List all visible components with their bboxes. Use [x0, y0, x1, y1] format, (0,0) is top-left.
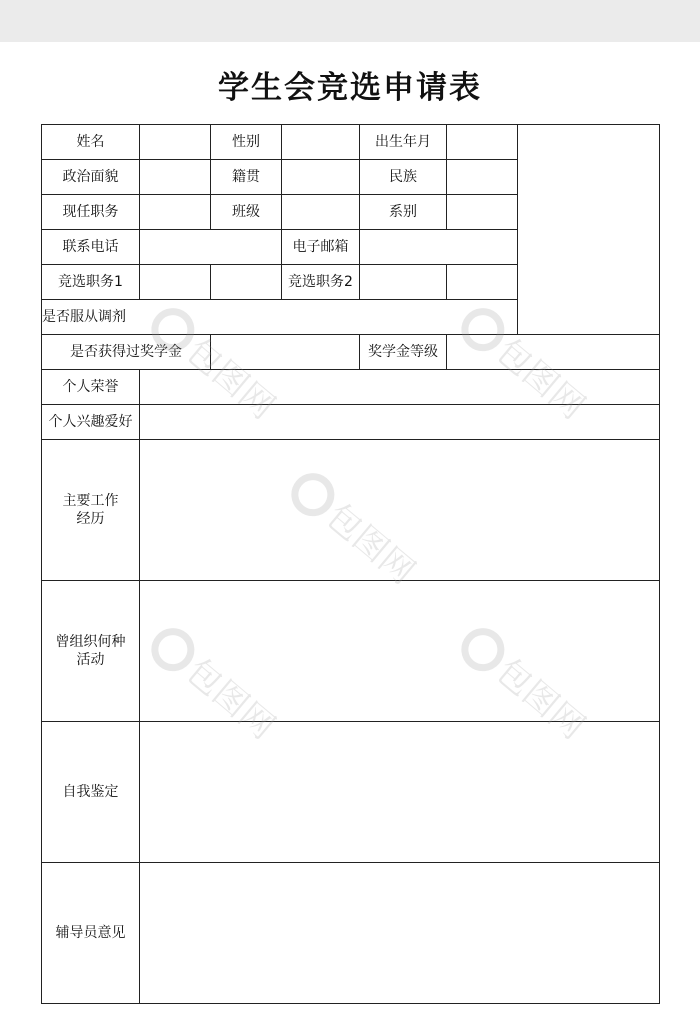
class-label: 班级	[211, 195, 282, 230]
department-label: 系别	[360, 195, 447, 230]
scholarship-field[interactable]	[211, 335, 360, 370]
work-history-field[interactable]	[140, 440, 660, 581]
counselor-label: 辅导员意见	[42, 863, 140, 1004]
name-label: 姓名	[42, 125, 140, 160]
application-form-table	[41, 124, 660, 1004]
gender-field[interactable]	[282, 125, 360, 160]
activities-label-line2: 活动	[76, 652, 105, 668]
adjust-row[interactable]	[42, 300, 518, 335]
honors-label: 个人荣誉	[42, 370, 140, 405]
honors-field[interactable]	[140, 370, 660, 405]
post1-field-a[interactable]	[140, 265, 211, 300]
email-label: 电子邮箱	[282, 230, 360, 265]
post2-field-b[interactable]	[447, 265, 518, 300]
ethnicity-label: 民族	[360, 160, 447, 195]
top-gray-bar	[0, 0, 700, 42]
scholarship-label: 是否获得过奖学金	[42, 335, 211, 370]
work-history-label	[42, 440, 140, 581]
current-post-field[interactable]	[140, 195, 211, 230]
email-field[interactable]	[360, 230, 518, 265]
ethnicity-field[interactable]	[447, 160, 518, 195]
interests-field[interactable]	[140, 405, 660, 440]
self-eval-field[interactable]	[140, 722, 660, 863]
birth-label: 出生年月	[360, 125, 447, 160]
phone-field[interactable]	[140, 230, 282, 265]
department-field[interactable]	[447, 195, 518, 230]
activities-label-line1: 曾组织何种	[55, 634, 126, 650]
class-field[interactable]	[282, 195, 360, 230]
political-label: 政治面貌	[42, 160, 140, 195]
post2-field-a[interactable]	[360, 265, 447, 300]
gender-label: 性别	[211, 125, 282, 160]
work-history-label-line2: 经历	[76, 511, 105, 527]
native-place-field[interactable]	[282, 160, 360, 195]
counselor-field[interactable]	[140, 863, 660, 1004]
watermark-text: 包图网	[178, 651, 283, 748]
name-field[interactable]	[140, 125, 211, 160]
activities-field[interactable]	[140, 581, 660, 722]
current-post-label: 现任职务	[42, 195, 140, 230]
watermark-text: 包图网	[318, 496, 423, 593]
self-eval-label: 自我鉴定	[42, 722, 140, 863]
interests-label: 个人兴趣爱好	[42, 405, 140, 440]
watermark-text: 包图网	[178, 331, 283, 428]
adjust-label: 是否服从调剂	[42, 309, 126, 325]
post1-label: 竞选职务1	[42, 265, 140, 300]
form-title: 学生会竞选申请表	[218, 70, 482, 106]
activities-label	[42, 581, 140, 722]
scholarship-level-label: 奖学金等级	[360, 335, 447, 370]
watermark-text: 包图网	[488, 651, 593, 748]
political-field[interactable]	[140, 160, 211, 195]
watermark-text: 包图网	[488, 331, 593, 428]
post1-field-b[interactable]	[211, 265, 282, 300]
phone-label: 联系电话	[42, 230, 140, 265]
scholarship-level-field[interactable]	[447, 335, 660, 370]
post2-label: 竞选职务2	[282, 265, 360, 300]
work-history-label-line1: 主要工作	[62, 493, 119, 509]
photo-box[interactable]	[518, 125, 660, 335]
birth-field[interactable]	[447, 125, 518, 160]
native-place-label: 籍贯	[211, 160, 282, 195]
